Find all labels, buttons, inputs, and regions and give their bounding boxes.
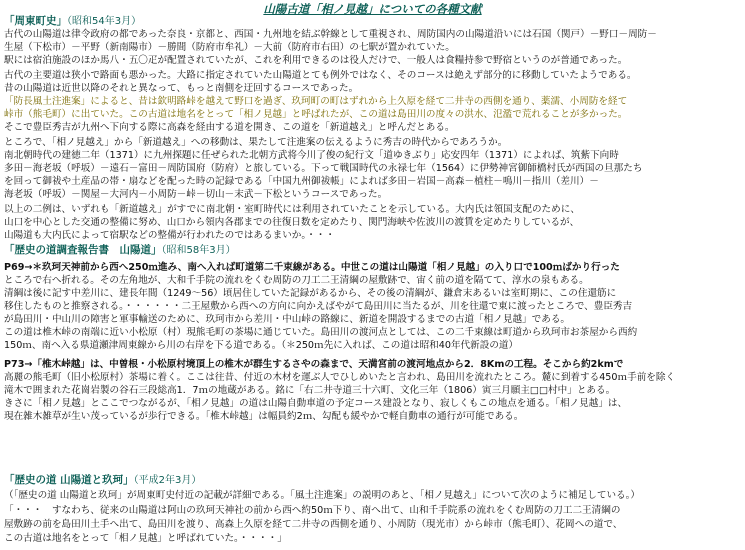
text-line: [4, 41, 455, 54]
text-line: [4, 136, 507, 149]
line-text: 高麗の熊毛町（旧小松原村）茶場に着く。ここは往昔、付近の木材を運ぶ人でひしめいたと言われ、島田川を流れたところ。麓に到着する450ｍ手前を除く: [4, 372, 676, 383]
heading-date: （昭和54年3月）: [67, 16, 142, 27]
line-text: この道は椎木峠の南端に近い小松原（村）現熊毛町の茶場に通じていた。島田川の渡河点としては、この二千束線は町道から玖珂市お茶屋から西約: [4, 327, 638, 338]
text-line: [4, 339, 518, 352]
line-text: 「・・・ すなわち、従来の山陽道は阿山の玖珂天神社の前から西へ約50ｍ下り、南へ出て、山和千手院系の流れをくむ周防の刀工二王清綱の: [4, 505, 621, 516]
text-line: [4, 384, 615, 397]
line-text: そこで豊臣秀吉が九州へ下向する際に高森を経由する道を開き、この道を「新道越え」と呼んだとある。: [4, 122, 455, 133]
text-line: [4, 216, 579, 229]
text-line: [4, 358, 623, 371]
line-text: 山口を中心とした交通の整備に努め、山口から領内各郡までの往復日数を定めたり、関門海峡や佐波川の渡賃を定めたりしているが、: [4, 217, 580, 228]
line-text: 現在雑木雑草が生い茂っているが歩行できる。「椎木峠越」は幅員約2ｍ、勾配も緩やかで軽自動車の通行が可能である。: [4, 411, 524, 422]
text-line: [4, 162, 642, 175]
text-line: [4, 274, 589, 287]
text-line: [4, 410, 523, 423]
line-text: ところで右へ折れる。その左角地が、大和千手院の流れをくむ周防の刀工二王清綱の屋敷跡で、宙く前の道を隔てて、淳水の泉もある。: [4, 275, 589, 286]
line-text: 150ｍ、南へ入る県道瀬津周東線から川の右岸を下る道である。（＊250ｍ先に入れば、この道は昭和40年代新設の道）: [4, 340, 519, 351]
text-line: [4, 121, 455, 134]
text-line: [4, 229, 335, 242]
line-text: 峠市（熊毛町）に出ていた。この古道は地名をとって「相ノ見越」と呼ばれたが、この道は島田川の度々の洪水、氾濫で荒れることが多かった。: [4, 109, 628, 120]
line-text: 駅には宿泊施設のほか馬八・五〇疋が配置されていたが、これを利用できるのは役人だけで、一般人は食糧持参で野宿というのが普通であった。: [4, 55, 628, 66]
text-line: [4, 108, 627, 121]
text-line: [4, 188, 387, 201]
text-line: [4, 203, 580, 216]
line-text: 古代の山陽道は律令政府の都であった奈良・京都と、西国・九州地を結ぶ幹線として重視され、周防国内の山陽道沿いには石国（関戸）－野口－周防－: [4, 29, 657, 40]
heading-text: 「周東町史」: [4, 15, 67, 27]
section-heading-sanyo-kuga: [4, 474, 201, 487]
text-line: [4, 287, 616, 300]
text-line: [4, 504, 620, 517]
text-line: [4, 261, 620, 274]
heading-text: 「歴史の道調査報告書 山陽道」: [4, 244, 162, 256]
line-text: ところで、「相ノ見越え」から「新道越え」への移動は、果たして注進案の伝えるように秀吉の時代からであろうか。: [4, 137, 508, 148]
heading-date: （平成2年3月）: [133, 475, 202, 486]
line-text: 古代の主要道は狭小で路面も悪かった。大路に指定されていた山陽道とても例外ではなく、そのコースは絶えず部分的に移動していたようである。: [4, 70, 637, 81]
line-text: 南北朝時代の建徳二年（1371）に九州探題に任ぜられた北朝方武将今川了俊の紀行文「道ゆきぶり」応安四年（1371）によれば、筑紫下向時: [4, 150, 619, 161]
line-text: 山陽道も大内氏によって宿駅などの整備が行われたのではあるまいか。・・・: [4, 230, 335, 241]
section-heading-shuto-history: [4, 15, 141, 28]
text-line: [4, 95, 627, 108]
text-line: [4, 489, 640, 502]
line-text: 以上の二例は、いずれも「新道越え」がすでに南北朝・室町時代には利用されていたことを示している。大内氏は領国支配のために、: [4, 204, 580, 215]
text-line: [4, 149, 619, 162]
text-line: [4, 532, 287, 545]
text-line: [4, 300, 632, 313]
text-line: [4, 371, 675, 384]
line-text: P69→＊玖珂天神前から西へ250ｍ進み、南へ入れば町道第二千束線がある。中世この道は山陽道「相ノ見越」の入り口で100ｍばかり行った: [4, 262, 620, 273]
text-line: [4, 397, 627, 410]
line-text: この古道は地名をとって「相ノ見越」と呼ばれていた。・・・・」: [4, 533, 287, 544]
line-text: 海老坂（呼坂）－関屋－大河内－小周防－峠－切山－末武－下松というコースであった。: [4, 189, 388, 200]
line-text: 多田－海老坂（呼坂）－遠石－富田－周防国府（防府）と旅している。下って戦国時代の永禄七年（1564）に伊勢神宮御師橋村氏が西国の旦那たち: [4, 163, 643, 174]
line-text: P73→「椎木峠越」は、中曽根・小松原村境頂上の椎木が群生するさやの森まで、天満宮前の渡河地点から2．8Kmの工程。そこから約2kmで: [4, 359, 624, 370]
heading-date: （昭和58年3月）: [161, 245, 236, 256]
line-text: （「歴史の道 山陽道と玖珂」が周東町史付近の記載が詳細である。「風土注進案」の説明のあと、「相ノ見越え」について次のように補足している。）: [4, 490, 641, 501]
line-text: きさに「相ノ見越」とここでつながるが、「相ノ見越」の道は山陽自動車道の予定コース建設となり、寂しくもこの地点を通る。「相ノ見越」は、: [4, 398, 628, 409]
line-text: 昔の山陽道は近世以降のそれと異なって、もっと南側を迂回するコースであった。: [4, 83, 359, 94]
line-text: が島田川・中山川の障害と軍事輸送のために、玖珂市から差川・中山峠の路線に、新道を開設するまでの古道「相ノ見越」である。: [4, 314, 571, 325]
line-text: を回って御祓や土産品の帯・扇などを配った時の記録である「中国九州御祓帳」によれば多田－岩国－高森－植柱－鳴川－指川（差川）－: [4, 176, 599, 187]
text-line: [4, 82, 358, 95]
line-text: 移住したものと推察される。・・・・・・二王屋敷から西への方向に向かえばやがて島田川に当たるが、川を往還で東に渡ったところで、豊臣秀吉: [4, 301, 633, 312]
text-line: [4, 69, 637, 82]
section-heading-road-survey: [4, 244, 236, 257]
text-line: [4, 518, 622, 531]
heading-text: 「歴史の道 山陽道と玖珂」: [4, 474, 134, 486]
text-line: [4, 28, 657, 41]
text-line: [4, 54, 627, 67]
line-text: 生屋（下松市）－平野（新南陽市）－勝間（防府市牟礼）－大前（防府市右田）の七駅が置かれていた。: [4, 42, 455, 53]
line-text: 滝木で囲まれた花崗岩製の谷石三段総高1．7ｍの地蔵がある。銘に「右二井寺道三十六町、文化三年（1806）寅三月願主□□村中」とある。: [4, 385, 616, 396]
text-line: [4, 326, 637, 339]
line-text: 屋敷跡の前を島田川土手へ出て、島田川を渡り、高森上久原を経て二井寺の西側を通り、小周防（現光市）から峠市（熊毛町）、花岡への道で、: [4, 519, 623, 530]
text-line: [4, 175, 599, 188]
line-text: 清綱は後に記す中差川に、建長年間（1249～56）頃居住していた記録があるから、その後の清綱が、鎌倉末あるいは室町期に、この住還筋に: [4, 288, 617, 299]
text-line: [4, 313, 570, 326]
document-title: 山陽古道「相ノ見越」についての各種文献: [263, 2, 482, 16]
line-text: 「防長風土注進案」によると、昔は欽明路峠を越えて野口を過ぎ、玖珂町の町はずれから上久原を経て二井寺の西側を通り、薬濡、小周防を経て: [4, 96, 628, 107]
